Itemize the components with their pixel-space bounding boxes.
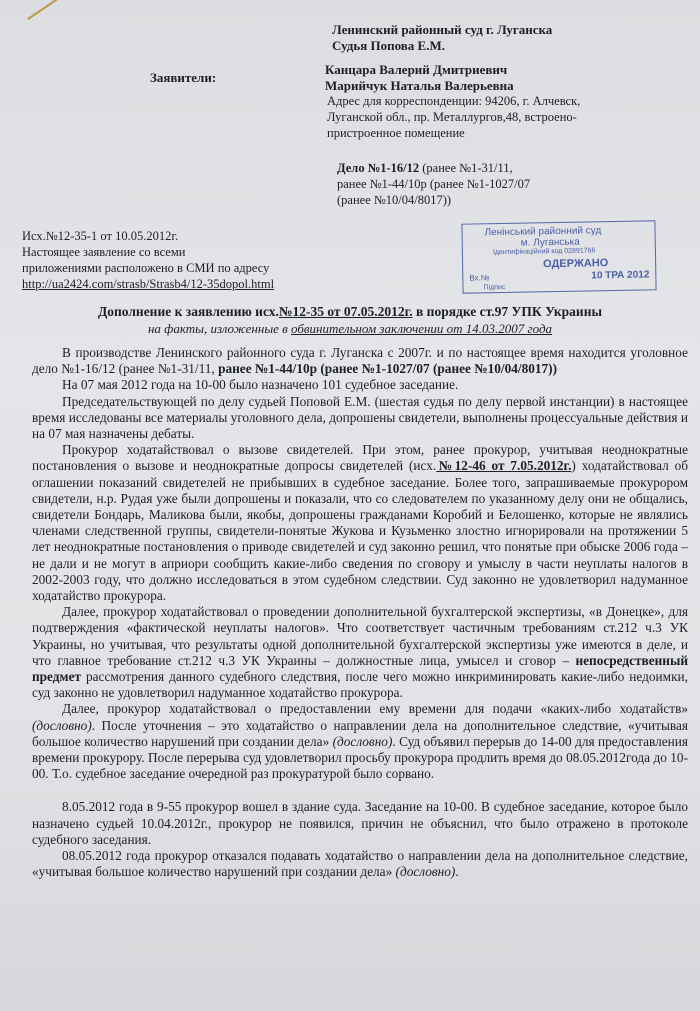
paragraph: Председательствующей по делу судьей Поповой Е.М. (шестая судья по делу первой инстанции) в настоящее время исследованы все материалы уголовного дела, допрошены свидетели, выполнены процессуальные действия и на 07 мая назначены дебаты. (32, 393, 688, 442)
pin-mark (27, 0, 61, 20)
outgoing-line: приложениями расположено в СМИ по адресу (22, 261, 270, 275)
outgoing-line: Настоящее заявление со всеми (22, 245, 186, 259)
case-line: ранее №1-44/10р (ранее №1-1027/07 (337, 177, 531, 191)
address-line: Адрес для корреспонденции: 94206, г. Алчевск, (327, 94, 581, 108)
paragraph: В производстве Ленинского районного суда г. Луганска с 2007г. и по настоящее время находится уголовное дело №1-16/12 (ранее №1-31/11, ранее №1-44/10р (ранее №1-1027/07 (ранее №10/04/8017)) (32, 345, 688, 377)
judge-name: Судья Попова Е.М. (332, 38, 445, 53)
paragraph: Далее, прокурор ходатайствовал о проведении дополнительной бухгалтерской экспертизы, «в Донецке», для подтверждения «фактической неуплаты налогов». Что соответствует частичным требованиям ст.212 ч.3 УК Украины, но учитывая, что результаты одной дополнительной бухгалтерской экспертизы уже имеются в деле, и что главное требование ст.212 ч.3 УК Украины – должностные лица, умысел и сговор – непосредственный предмет рассмотрения данного судебного следствия, после чего можно инкриминировать какие-либо недоимки, суд законно не удовлетворил надуманное ходатайство прокурора. (32, 604, 688, 701)
paragraph: На 07 мая 2012 года на 10-00 было назначено 101 судебное заседание. (62, 377, 459, 393)
court-received-stamp: Ленiнський районний суд м. Луганська Iдентифiкацiйний код 02891766 ОДЕРЖАНО Вх.№ 10 ТРА 2012 Пiдпис (461, 220, 656, 293)
address-block (327, 93, 667, 141)
media-link[interactable]: http://ua2424.com/strasb/Strasb4/12-35dopol.html (22, 277, 275, 291)
applicants-names (325, 62, 514, 94)
court-name: Ленинский районный суд г. Луганска (332, 22, 553, 37)
outgoing-reference (22, 228, 352, 292)
case-number: Дело №1-16/12 (337, 161, 420, 175)
case-line: (ранее №10/04/8017)) (337, 193, 452, 207)
applicant-name: Канцара Валерий Дмитриевич (325, 62, 508, 77)
document-title: Дополнение к заявлению исх.№12-35 от 07.05.2012г. в порядке ст.97 УПК Украины (97, 304, 603, 319)
outgoing-line: Исх.№12-35-1 от 10.05.2012г. (22, 229, 179, 243)
document-body (32, 345, 688, 881)
address-line: пристроенное помещение (327, 126, 465, 140)
paragraph: 08.05.2012 года прокурор отказался подавать ходатайство о направлении дела на дополнительное следствие, «учитывая большое количество нарушений при создании дела» (дословно). (32, 848, 688, 880)
address-line: Луганской обл., пр. Металлургов,48, встроено- (327, 110, 577, 124)
case-line: Дело №1-16/12 (ранее №1-31/11, (337, 161, 513, 175)
paragraph: Прокурор ходатайствовал о вызове свидетелей. При этом, ранее прокурор, учитывая неоднократные постановления о вызове и неоднократные допросы свидетелей (исх.№12-46 от 7.05.2012г.) ходатайствовал об оглашении показаний свидетелей не прибывших в судебное заседание. Более того, запрашиваемые прокурором свидетели, н.р. Рудая уже были допрошены и показали, что со следователем по указанному делу они не общались, свидетели Бондарь, Маликова были, якобы, допрошены гражданами Коробий и Белошенко, которые не являлись членами следственной группы, свидетели-понятые Жукова и Кузьменко злостно игнорировали на протяжении 5 лет неоднократные постановления о приводе свидетелей и суд законно решил, что понятые при обыске 2006 года – не дали и не могут в априори сообщить какие-либо сведения по сговору и умыслу в части неуплаты налогов в 2002-2003 году, что должно исследоваться в этом судебном следствии. Суд законно не удовлетворил надуманное ходатайство прокурора. (32, 442, 688, 604)
applicant-name: Марийчук Наталья Валерьевна (325, 78, 514, 93)
paragraph: 8.05.2012 года в 9-55 прокурор вошел в здание суда. Заседание на 10-00. В судебное заседание, которое было назначено судьей 10.04.2012г., прокурор не появился, причин не объяснил, что было отражено в протоколе судебного заседания. (32, 799, 688, 847)
document-subtitle: на факты, изложенные в обвинительном заключении от 14.03.2007 года (147, 321, 553, 336)
reference-number: №12-35 от 07.05.2012г. (278, 304, 413, 319)
applicants-label: Заявители: (150, 70, 217, 85)
paragraph: Далее, прокурор ходатайствовал о предоставлении ему времени для подачи «каких-либо ходатайств» (дословно). После уточнения – это ходатайство о направлении дела на дополнительное следствие, «учитывая большое количество нарушений при создании дела» (дословно). Суд объявил перерыв до 14-00 для предоставления времени прокурору. После перерыва суд удовлетворил просьбу прокурора продлить время до 08.05.2012года до 10-00. Т.о. судебное заседание очередной раз прокуратурой было сорвано. (32, 701, 688, 782)
case-number-block (337, 160, 657, 208)
court-header (332, 22, 552, 54)
